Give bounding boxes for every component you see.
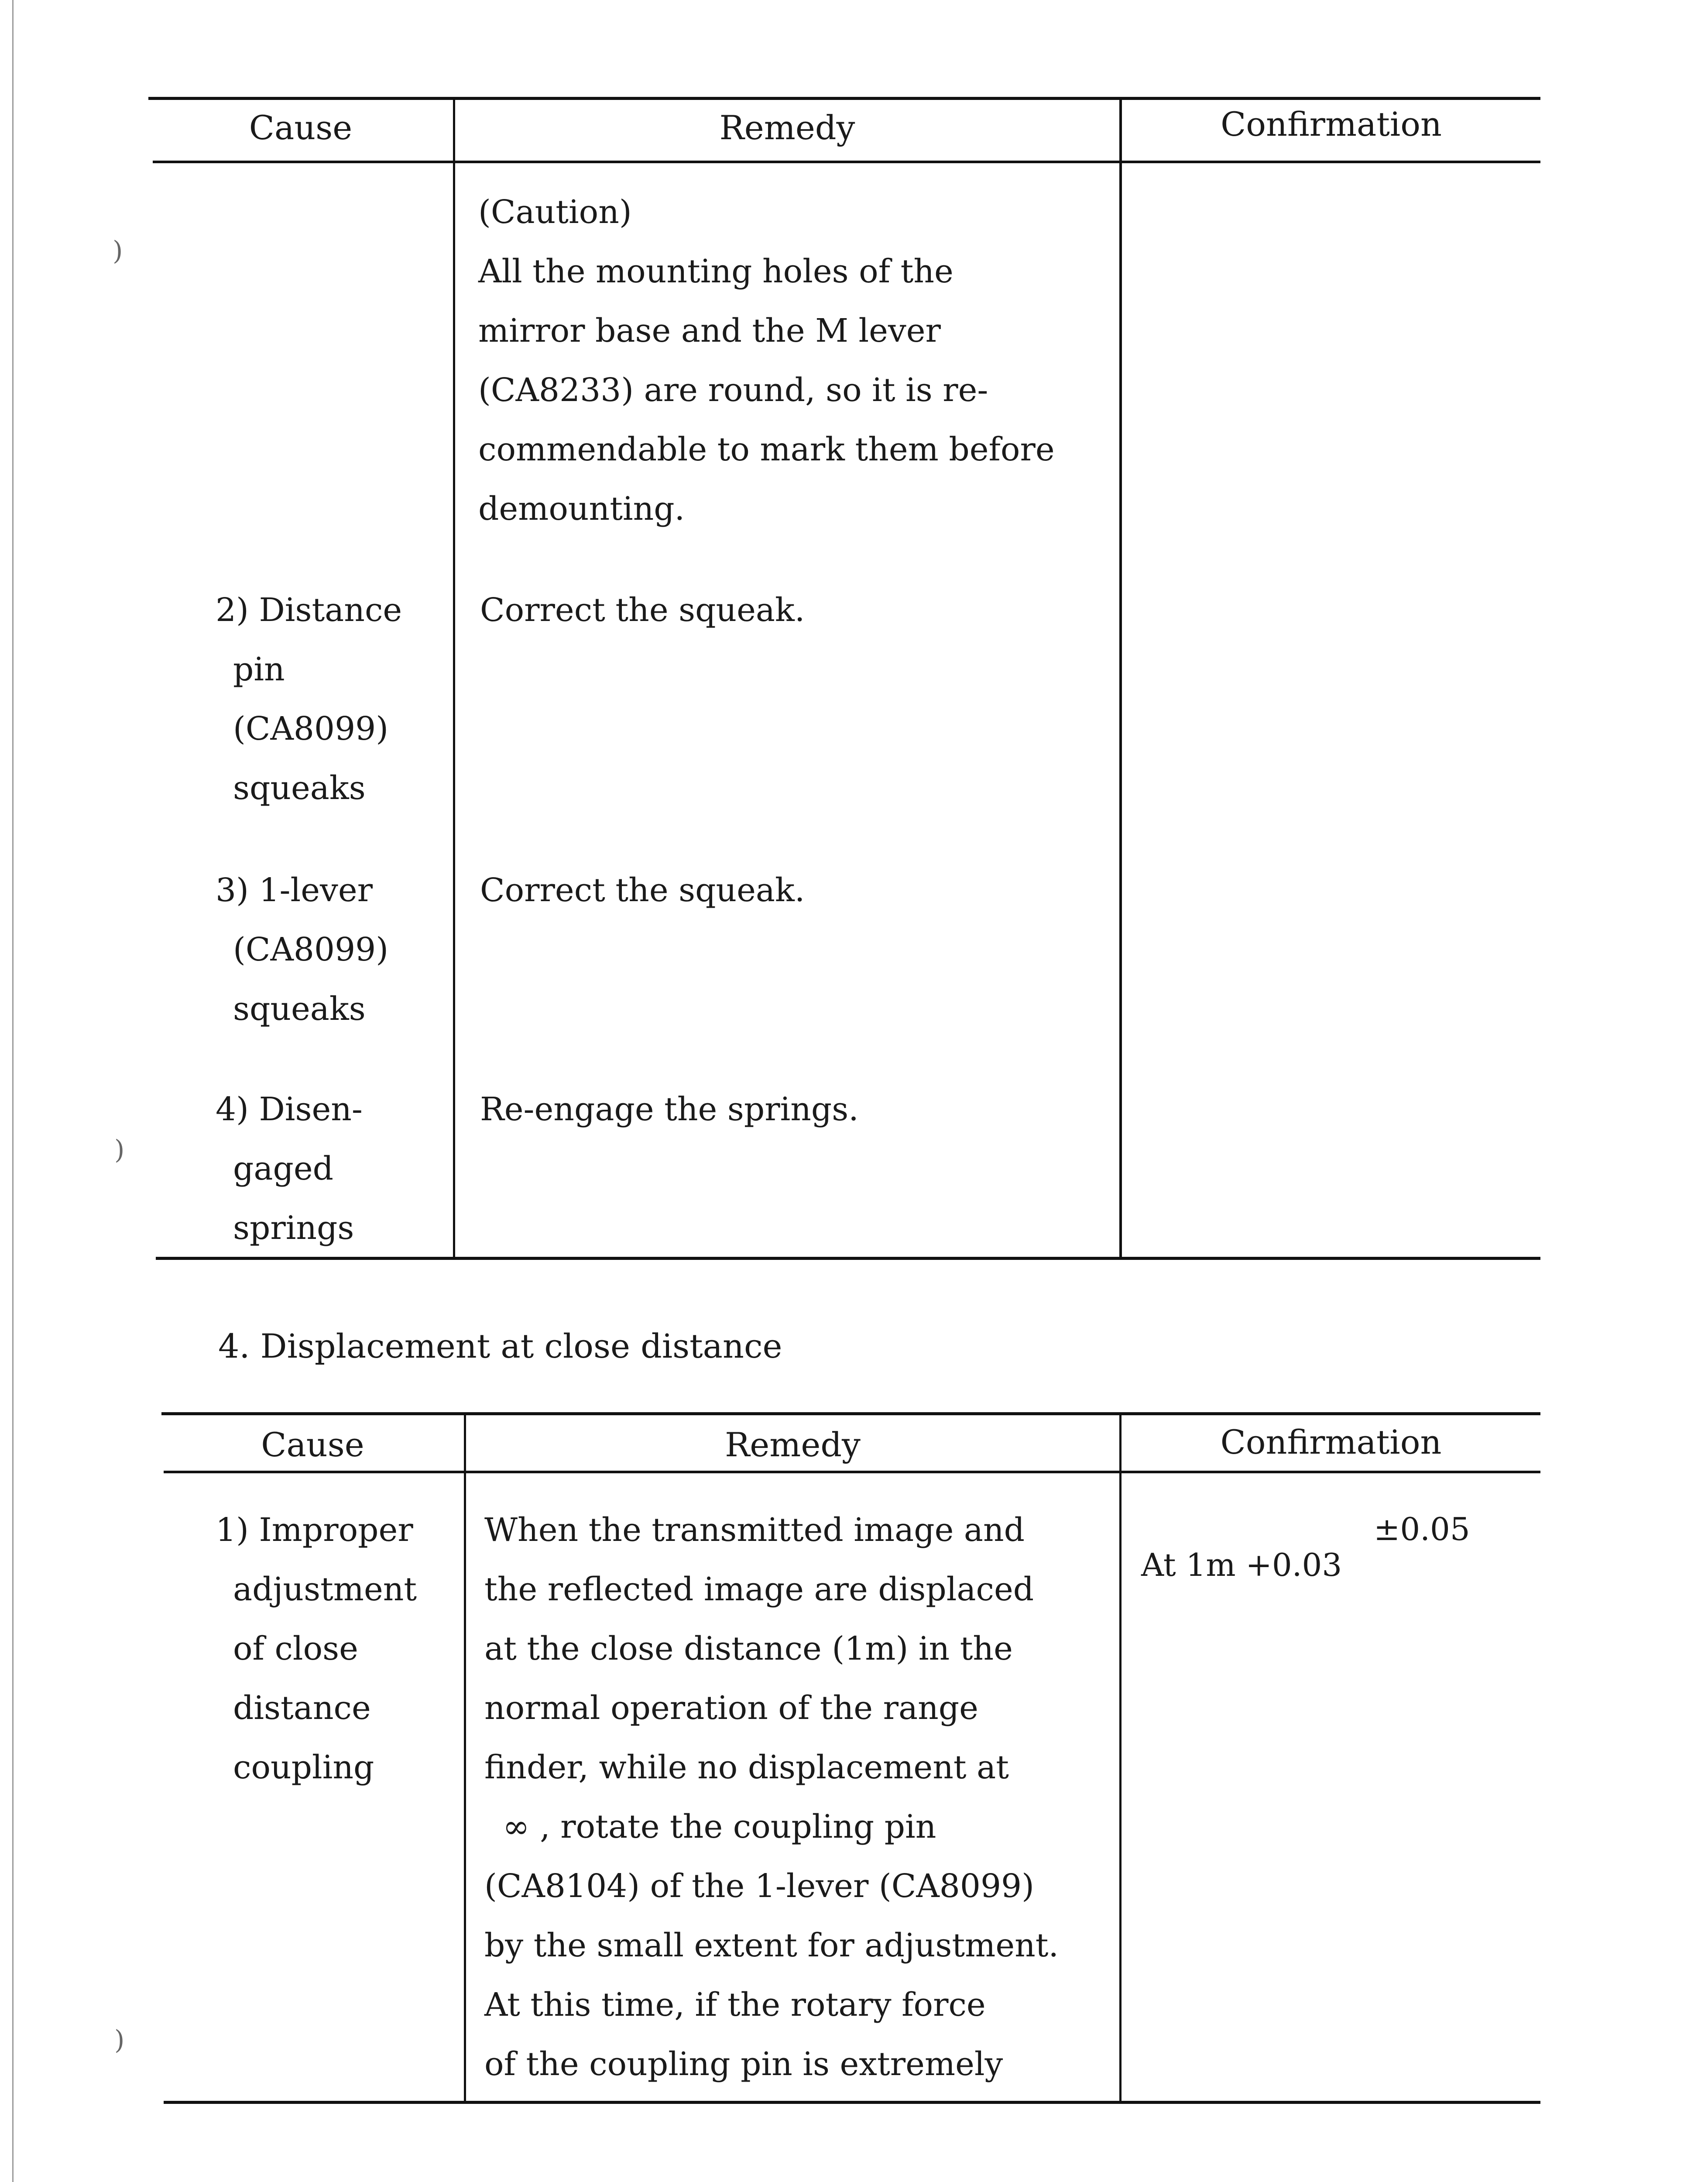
- caution-line: (CA8233) are round, so it is re-: [478, 371, 988, 409]
- table-1-top-rule: [148, 97, 1540, 100]
- remedy-line: At this time, if the rotary force: [484, 1986, 986, 2024]
- section-heading: 4. Displacement at close distance: [218, 1327, 782, 1365]
- remedy-line: of the coupling pin is extremely: [484, 2045, 1003, 2083]
- confirmation-tolerance-upper: ±0.05: [1374, 1511, 1470, 1547]
- table-1-header-confirmation: Confirmation: [1221, 105, 1442, 144]
- remedy-line: ∞ , rotate the coupling pin: [503, 1808, 936, 1846]
- cause-line: springs: [233, 1209, 354, 1247]
- remedy-line: When the transmitted image and: [484, 1511, 1025, 1549]
- table-2-header-remedy: Remedy: [725, 1425, 861, 1464]
- table-2-top-rule: [161, 1412, 1540, 1415]
- cause-line: 2) Distance: [216, 591, 402, 629]
- table-2-header-rule: [164, 1471, 1540, 1473]
- caution-line: mirror base and the M lever: [478, 312, 941, 350]
- remedy-line: Correct the squeak.: [480, 871, 805, 909]
- cause-line: squeaks: [233, 769, 366, 807]
- cause-line: 3) 1-lever: [216, 871, 373, 909]
- cause-line: (CA8099): [233, 931, 389, 968]
- binding-mark: ): [114, 1135, 125, 1165]
- page-margin-line: [12, 0, 14, 2182]
- table-2-bottom-rule: [164, 2101, 1540, 2104]
- caution-line: (Caution): [478, 193, 632, 231]
- table-1-bottom-rule: [156, 1257, 1540, 1260]
- cause-line: coupling: [233, 1749, 374, 1786]
- table-1-divider-1: [453, 99, 455, 1259]
- table-2-divider-1: [464, 1414, 466, 2103]
- remedy-line: (CA8104) of the 1-lever (CA8099): [484, 1867, 1034, 1905]
- table-2-divider-2: [1119, 1414, 1122, 2103]
- caution-line: demounting.: [478, 490, 685, 528]
- remedy-line: by the small extent for adjustment.: [484, 1927, 1059, 1964]
- remedy-line: at the close distance (1m) in the: [484, 1630, 1013, 1667]
- table-1-divider-2: [1119, 99, 1122, 1259]
- table-2-header-confirmation: Confirmation: [1220, 1423, 1442, 1462]
- cause-line: pin: [233, 651, 285, 688]
- cause-line: distance: [233, 1689, 371, 1727]
- remedy-line: Re-engage the springs.: [480, 1091, 859, 1128]
- remedy-line: Correct the squeak.: [480, 591, 805, 629]
- confirmation-value: At 1m +0.03: [1141, 1547, 1342, 1583]
- remedy-line: finder, while no displacement at: [484, 1749, 1009, 1786]
- table-1-header-remedy: Remedy: [719, 108, 855, 147]
- caution-line: commendable to mark them before: [478, 431, 1055, 468]
- remedy-line: normal operation of the range: [484, 1689, 978, 1727]
- binding-mark: ): [113, 236, 123, 266]
- binding-mark: ): [114, 2025, 125, 2055]
- cause-line: 1) Improper: [216, 1511, 413, 1549]
- table-1-header-rule: [153, 161, 1540, 163]
- cause-line: of close: [233, 1630, 358, 1667]
- cause-line: squeaks: [233, 990, 366, 1028]
- cause-line: (CA8099): [233, 710, 389, 748]
- table-2-header-cause: Cause: [261, 1425, 364, 1464]
- cause-line: adjustment: [233, 1571, 417, 1608]
- cause-line: gaged: [233, 1150, 334, 1187]
- table-1-header-cause: Cause: [249, 108, 353, 147]
- caution-line: All the mounting holes of the: [478, 253, 953, 290]
- cause-line: 4) Disen-: [216, 1091, 363, 1128]
- remedy-line: the reflected image are displaced: [484, 1571, 1034, 1608]
